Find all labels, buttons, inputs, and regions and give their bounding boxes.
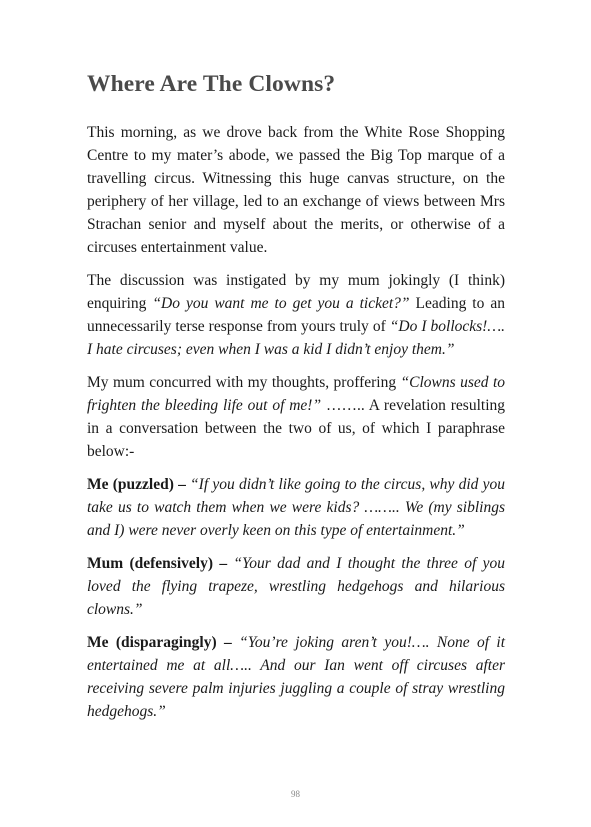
speaker-label: Me (puzzled) – [87,476,186,493]
quote-text: “Your dad and I thought the three of you loved the flying trapeze, wrestling hedgehogs and hilarious clowns.” [87,555,505,618]
paragraph [87,473,505,542]
speaker-label: Me (disparagingly) – [87,634,232,651]
paragraph [87,631,505,723]
paragraph [87,552,505,621]
paragraph-text: My mum concurred with my thoughts, proffering [87,374,401,391]
quote-text: “Do I bollocks!…. I hate circuses; even when I was a kid I didn’t enjoy them.” [87,318,505,358]
quote-text: “If you didn’t like going to the circus, why did you take us to watch them when we were kids? …….. We (my siblings and I) were never overly keen on this type of entertainment.” [87,476,505,539]
page-title: Where Are The Clowns? [87,71,336,97]
page-number: 98 [291,789,300,799]
paragraph [87,269,505,361]
quote-text: “Do you want me to get you a ticket?” [152,295,410,312]
speaker-label: Mum (defensively) – [87,555,228,572]
paragraph [87,371,505,463]
paragraph-text: The discussion was instigated by my mum jokingly (I think) enquiring [87,272,505,312]
quote-text: “Clowns used to frighten the bleeding life out of me!” [87,374,506,414]
paragraph [87,121,505,259]
paragraph-text: Leading to an unnecessarily terse response from yours truly of [87,295,505,335]
quote-text: “You’re joking aren’t you!…. None of it entertained me at all….. And our Ian went off circuses after receiving severe palm injuries juggling a couple of stray wrestling hedgehogs.” [87,634,505,720]
body-text [87,121,505,733]
paragraph-text: This morning, as we drove back from the White Rose Shopping Centre to my mater’s abode, we passed the Big Top marque of a travelling circus. Witnessing this huge canvas structure, on the periphery of her village, led to an exchange of views between Mrs Strachan senior and myself about the merits, or otherwise of a circuses entertainment value. [87,124,505,256]
paragraph-text: …….. A revelation resulting in a conversation between the two of us, of which I paraphrase below:- [87,397,505,460]
